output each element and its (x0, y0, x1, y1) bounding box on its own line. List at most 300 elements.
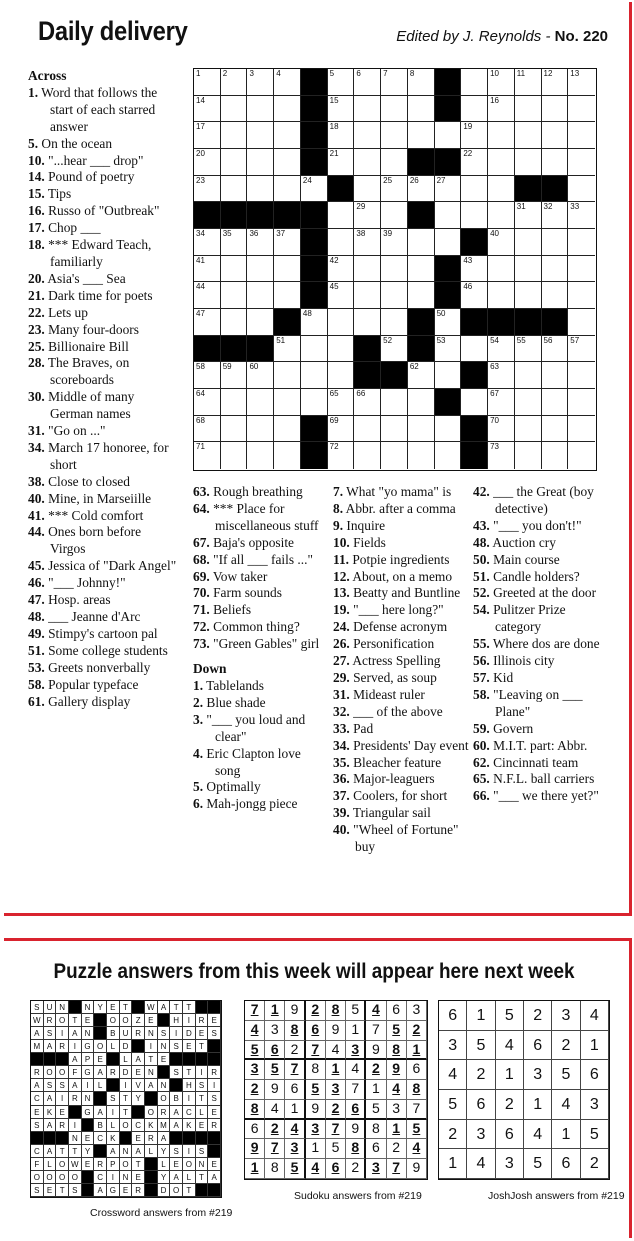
answer-cell: S (31, 1001, 44, 1014)
answer-cell: S (170, 1066, 183, 1079)
sudoku-cell: 4 (346, 1060, 366, 1080)
black-square (435, 69, 462, 96)
cell-number: 63 (490, 362, 499, 372)
across-clue (28, 491, 178, 508)
clue-text: Main course (489, 551, 560, 567)
sudoku-cell: 4 (366, 1001, 386, 1021)
black-square (221, 336, 248, 363)
black-square (354, 336, 381, 363)
down-clue (193, 712, 328, 746)
grid-cell (274, 282, 301, 309)
grid-cell (515, 282, 542, 309)
answer-cell: O (56, 1066, 69, 1079)
clue-text: Triangular sail (349, 805, 431, 821)
clue-number: 62. (473, 754, 490, 770)
cell-number: 72 (329, 442, 339, 452)
answer-cell: F (69, 1066, 82, 1079)
down-clue (333, 755, 475, 772)
joshjosh-cell: 4 (496, 1031, 524, 1061)
clue-number: 40. (28, 490, 45, 506)
grid-cell (194, 442, 221, 469)
sudoku-cell: 9 (366, 1041, 386, 1061)
down-clue (193, 779, 328, 796)
cell-number: 67 (490, 389, 499, 398)
grid-cell (568, 149, 595, 176)
grid-cell (221, 442, 248, 469)
clue-text: Abbr. after a comma (343, 500, 456, 516)
grid-cell (461, 256, 488, 283)
black-square (31, 1053, 44, 1066)
grid-cell (542, 336, 569, 363)
black-square (328, 176, 355, 203)
across-clue (28, 575, 178, 592)
answer-cell: E (170, 1158, 183, 1171)
black-square (301, 416, 328, 443)
grid-cell (381, 149, 408, 176)
joshjosh-cell: 6 (552, 1149, 580, 1179)
joshjosh-cell: 6 (467, 1090, 495, 1120)
clue-number: 36. (333, 771, 350, 787)
down-clue (473, 552, 603, 569)
grid-cell (194, 309, 221, 336)
answer-cell: A (94, 1184, 107, 1197)
clue-number: 30. (28, 389, 45, 405)
cell-number: 37 (276, 229, 286, 238)
across-clue (28, 153, 178, 170)
clue-text: Mah-jongg piece (203, 796, 298, 812)
answer-cell: A (69, 1027, 82, 1040)
clue-number: 19. (333, 602, 350, 618)
clue-text: Bleacher feature (349, 754, 442, 770)
answer-cell: O (31, 1171, 44, 1184)
grid-cell (354, 96, 381, 123)
clue-text: Coolers, for short (349, 788, 448, 804)
down-clue (333, 585, 475, 602)
answer-cell: O (145, 1106, 158, 1119)
answer-cell: K (145, 1119, 158, 1132)
answer-cell: A (69, 1079, 82, 1092)
grid-cell (194, 229, 221, 256)
answer-cell: A (44, 1040, 57, 1053)
answer-cell: G (82, 1040, 95, 1053)
clue-text: Russo of "Outbreak" (44, 203, 160, 219)
sudoku-cell: 7 (285, 1060, 305, 1080)
black-square (208, 1040, 221, 1053)
grid-cell (515, 442, 542, 469)
answer-cell: S (44, 1027, 57, 1040)
answer-cell: E (132, 1132, 145, 1145)
clue-number: 23. (28, 321, 45, 337)
black-square (82, 1171, 95, 1184)
clue-number: 15. (28, 186, 45, 202)
answer-cell: E (82, 1014, 95, 1027)
grid-cell (461, 69, 488, 96)
grid-cell (488, 96, 515, 123)
clue-text: Inquire (343, 517, 386, 533)
grid-cell (542, 69, 569, 96)
grid-cell (542, 442, 569, 469)
answer-cell: E (208, 1014, 221, 1027)
cell-number: 29 (356, 202, 366, 212)
cell-number: 46 (463, 282, 473, 292)
clue-number: 28. (28, 355, 45, 371)
clue-text: *** Cold comfort (44, 507, 144, 523)
sudoku-cell: 5 (245, 1041, 265, 1061)
answer-cell: O (94, 1040, 107, 1053)
sudoku-cell: 2 (306, 1001, 326, 1021)
answer-cell: C (31, 1092, 44, 1105)
cell-number: 32 (543, 202, 553, 212)
answer-cell: R (69, 1092, 82, 1105)
joshjosh-cell: 6 (581, 1060, 609, 1090)
answer-cell: C (31, 1145, 44, 1158)
black-square (301, 149, 328, 176)
grid-cell (568, 282, 595, 309)
grid-cell (488, 149, 515, 176)
cell-number: 35 (222, 229, 232, 238)
clue-text: Greeted at the door (489, 585, 597, 601)
joshjosh-cell: 5 (439, 1090, 467, 1120)
joshjosh-answers-caption: JoshJosh answers from #219 (488, 1190, 625, 1202)
clue-number: 17. (28, 220, 45, 236)
grid-cell (247, 176, 274, 203)
grid-cell (435, 309, 462, 336)
answer-cell: E (158, 1053, 171, 1066)
clue-text: Beliefs (209, 602, 252, 618)
answer-cell: I (145, 1040, 158, 1053)
black-square (208, 1132, 221, 1145)
grid-cell (328, 416, 355, 443)
black-square (170, 1053, 183, 1066)
grid-cell (194, 122, 221, 149)
grid-cell (435, 229, 462, 256)
answer-cell: Z (132, 1014, 145, 1027)
grid-cell (221, 389, 248, 416)
cell-number: 7 (383, 69, 388, 78)
answer-cell: B (107, 1027, 120, 1040)
answer-cell: E (44, 1184, 57, 1197)
clue-text: *** Place for miscellaneous stuff (209, 500, 319, 533)
grid-cell (488, 389, 515, 416)
cell-number: 8 (409, 69, 415, 78)
down-clue (473, 653, 603, 670)
answer-cell: Y (132, 1092, 145, 1105)
grid-cell (488, 442, 515, 469)
answer-cell: D (120, 1040, 133, 1053)
clue-number: 33. (333, 720, 350, 736)
answer-cell: A (107, 1145, 120, 1158)
black-square (145, 1171, 158, 1184)
issue-number: No. 220 (554, 28, 608, 45)
across-clue (28, 305, 178, 322)
joshjosh-cell: 1 (581, 1031, 609, 1061)
answer-cell: O (120, 1119, 133, 1132)
cell-number: 33 (570, 202, 580, 212)
across-clue (193, 636, 328, 653)
across-clue (28, 694, 178, 711)
joshjosh-cell: 1 (439, 1149, 467, 1179)
clue-number: 7. (333, 484, 344, 499)
clue-number: 35. (333, 754, 350, 770)
clue-text: Baja's opposite (209, 534, 294, 550)
clue-text: Pulitzer Prize category (489, 602, 566, 635)
cell-number: 4 (276, 69, 281, 78)
across-clue (28, 271, 178, 288)
black-square (107, 1079, 120, 1092)
grid-cell (381, 309, 408, 336)
answer-cell: T (132, 1158, 145, 1171)
grid-cell (381, 176, 408, 203)
answer-cell: E (145, 1014, 158, 1027)
cell-number: 41 (196, 255, 205, 265)
grid-cell (435, 202, 462, 229)
answer-cell: N (158, 1079, 171, 1092)
cell-number: 38 (356, 229, 366, 238)
grid-cell (568, 256, 595, 283)
grid-cell (247, 442, 274, 469)
down-heading: Down (193, 661, 227, 677)
answer-cell: N (120, 1171, 133, 1184)
cell-number: 58 (196, 362, 205, 372)
cell-number: 42 (329, 255, 339, 265)
grid-cell (408, 442, 435, 469)
clue-text: Gallery display (44, 693, 131, 709)
cell-number: 2 (222, 69, 228, 78)
cell-number: 64 (196, 389, 205, 398)
sudoku-cell: 2 (326, 1100, 346, 1120)
cell-number: 62 (409, 362, 419, 372)
cell-number: 18 (329, 122, 339, 132)
sudoku-cell: 3 (407, 1001, 427, 1021)
black-square (354, 362, 381, 389)
grid-cell (488, 362, 515, 389)
clue-text: Served, as soup (349, 669, 437, 685)
answer-cell: N (82, 1092, 95, 1105)
grid-cell (542, 229, 569, 256)
cell-number: 55 (516, 335, 526, 345)
down-clue (333, 822, 475, 856)
answer-cell: T (196, 1092, 209, 1105)
grid-cell (515, 362, 542, 389)
sudoku-cell: 5 (326, 1139, 346, 1159)
clue-number: 12. (333, 568, 350, 584)
down-clue (333, 788, 475, 805)
sudoku-cell: 7 (346, 1080, 366, 1100)
sudoku-cell: 9 (326, 1021, 346, 1041)
sudoku-cell: 3 (326, 1080, 346, 1100)
grid-cell (247, 96, 274, 123)
across-clue (28, 626, 178, 643)
grid-cell (221, 416, 248, 443)
black-square (69, 1001, 82, 1014)
down-clue (333, 687, 475, 704)
grid-cell (221, 282, 248, 309)
sudoku-cell: 1 (285, 1100, 305, 1120)
sudoku-cell: 5 (306, 1080, 326, 1100)
black-square (274, 202, 301, 229)
clue-text: Where dos are done (489, 636, 600, 652)
answer-cell: A (158, 1132, 171, 1145)
black-square (435, 96, 462, 123)
answer-cell: S (196, 1079, 209, 1092)
grid-cell (247, 309, 274, 336)
black-square (194, 202, 221, 229)
clue-number: 43. (473, 517, 490, 533)
clue-text: About, on a memo (349, 568, 453, 584)
answer-cell: R (158, 1106, 171, 1119)
cell-number: 43 (463, 255, 473, 265)
answer-cell: T (196, 1171, 209, 1184)
black-square (145, 1092, 158, 1105)
grid-cell (568, 176, 595, 203)
sudoku-cell: 7 (306, 1041, 326, 1061)
grid-cell (408, 122, 435, 149)
answers-title: Puzzle answers from this week will appear here next week (53, 960, 575, 983)
joshjosh-cell: 4 (524, 1120, 552, 1150)
down-clue (333, 602, 475, 619)
clue-text: "Green Gables" girl (209, 636, 320, 652)
grid-cell (301, 336, 328, 363)
answer-cell: S (69, 1184, 82, 1197)
grid-cell (515, 229, 542, 256)
joshjosh-cell: 5 (581, 1120, 609, 1150)
cell-number: 70 (490, 415, 499, 425)
grid-cell (568, 69, 595, 96)
cell-number: 56 (543, 335, 553, 345)
clue-number: 24. (333, 619, 350, 635)
sudoku-cell: 9 (265, 1080, 285, 1100)
answer-cell: R (31, 1066, 44, 1079)
grid-cell (354, 149, 381, 176)
across-clue (28, 524, 178, 558)
answer-cell: E (82, 1158, 95, 1171)
grid-cell (381, 389, 408, 416)
grid-cell (381, 282, 408, 309)
answer-cell: E (196, 1119, 209, 1132)
answer-cell: I (56, 1092, 69, 1105)
clue-number: 4. (193, 745, 204, 761)
answer-cell: O (56, 1171, 69, 1184)
cell-number: 39 (383, 229, 393, 238)
joshjosh-cell: 3 (581, 1090, 609, 1120)
grid-cell (568, 362, 595, 389)
sudoku-cell: 8 (387, 1041, 407, 1061)
grid-cell (328, 282, 355, 309)
down-clue (473, 569, 603, 586)
black-square (132, 1106, 145, 1119)
grid-cell (408, 96, 435, 123)
sudoku-cell: 9 (346, 1120, 366, 1140)
grid-cell (381, 229, 408, 256)
down-clue (333, 704, 475, 721)
sudoku-cell: 9 (407, 1159, 427, 1179)
sudoku-cell: 7 (245, 1001, 265, 1021)
black-square (94, 1014, 107, 1027)
clue-text: Optimally (203, 779, 261, 795)
clue-number: 68. (193, 551, 210, 567)
grid-cell (274, 256, 301, 283)
sudoku-cell: 7 (326, 1120, 346, 1140)
clues-column-2 (193, 484, 328, 813)
clue-text: Billionaire Bill (44, 338, 129, 354)
grid-cell (568, 229, 595, 256)
grid-cell (328, 389, 355, 416)
across-clues-column-1 (28, 68, 178, 710)
answer-cell: A (44, 1119, 57, 1132)
clue-text: Stimpy's cartoon pal (44, 625, 158, 641)
answer-cell: N (69, 1132, 82, 1145)
cell-number: 57 (570, 335, 580, 345)
sudoku-cell: 3 (285, 1139, 305, 1159)
grid-cell (328, 122, 355, 149)
grid-cell (301, 389, 328, 416)
clue-text: Farm sounds (209, 585, 282, 601)
black-square (94, 1145, 107, 1158)
answer-cell: P (107, 1158, 120, 1171)
grid-cell (381, 336, 408, 363)
cell-number: 71 (196, 442, 205, 452)
joshjosh-answers-grid (438, 1000, 610, 1180)
answer-cell: L (107, 1119, 120, 1132)
clue-number: 57. (473, 669, 490, 685)
down-clues-column-4 (473, 484, 603, 805)
grid-cell (274, 336, 301, 363)
down-clue (473, 670, 603, 687)
grid-cell (488, 176, 515, 203)
clue-text: Actress Spelling (349, 653, 441, 669)
black-square (82, 1184, 95, 1197)
grid-cell (274, 122, 301, 149)
answer-cell: I (69, 1119, 82, 1132)
clue-text: Major-leaguers (349, 771, 435, 787)
grid-cell (274, 149, 301, 176)
sudoku-cell: 4 (326, 1041, 346, 1061)
grid-cell (354, 176, 381, 203)
black-square (301, 202, 328, 229)
sudoku-cell: 2 (245, 1080, 265, 1100)
black-square (408, 309, 435, 336)
clue-text: Middle of many German names (44, 389, 135, 422)
black-square (435, 282, 462, 309)
clue-text: Defense acronym (349, 619, 448, 635)
answer-cell: A (132, 1145, 145, 1158)
answer-cell: O (69, 1171, 82, 1184)
answer-cell: C (94, 1132, 107, 1145)
joshjosh-cell: 1 (552, 1120, 580, 1150)
sudoku-cell: 2 (285, 1041, 305, 1061)
clue-text: Eric Clapton love song (203, 745, 301, 778)
clue-text: Dark time for poets (44, 287, 153, 303)
sudoku-cell: 6 (245, 1120, 265, 1140)
clue-text: "___ here long?" (349, 602, 444, 618)
clue-number: 20. (28, 270, 45, 286)
down-clue (333, 619, 475, 636)
answer-cell: E (132, 1171, 145, 1184)
joshjosh-cell: 6 (524, 1031, 552, 1061)
sudoku-cell: 8 (366, 1120, 386, 1140)
joshjosh-cell: 4 (581, 1001, 609, 1031)
clue-text: *** Edward Teach, familiarly (44, 237, 152, 269)
answer-cell: C (94, 1171, 107, 1184)
answer-cell: S (208, 1027, 221, 1040)
grid-cell (221, 69, 248, 96)
black-square (461, 416, 488, 443)
answer-cell: O (120, 1158, 133, 1171)
cell-number: 34 (196, 229, 205, 238)
grid-cell (247, 69, 274, 96)
clue-text: Some college students (44, 642, 168, 658)
across-heading: Across (28, 68, 67, 83)
